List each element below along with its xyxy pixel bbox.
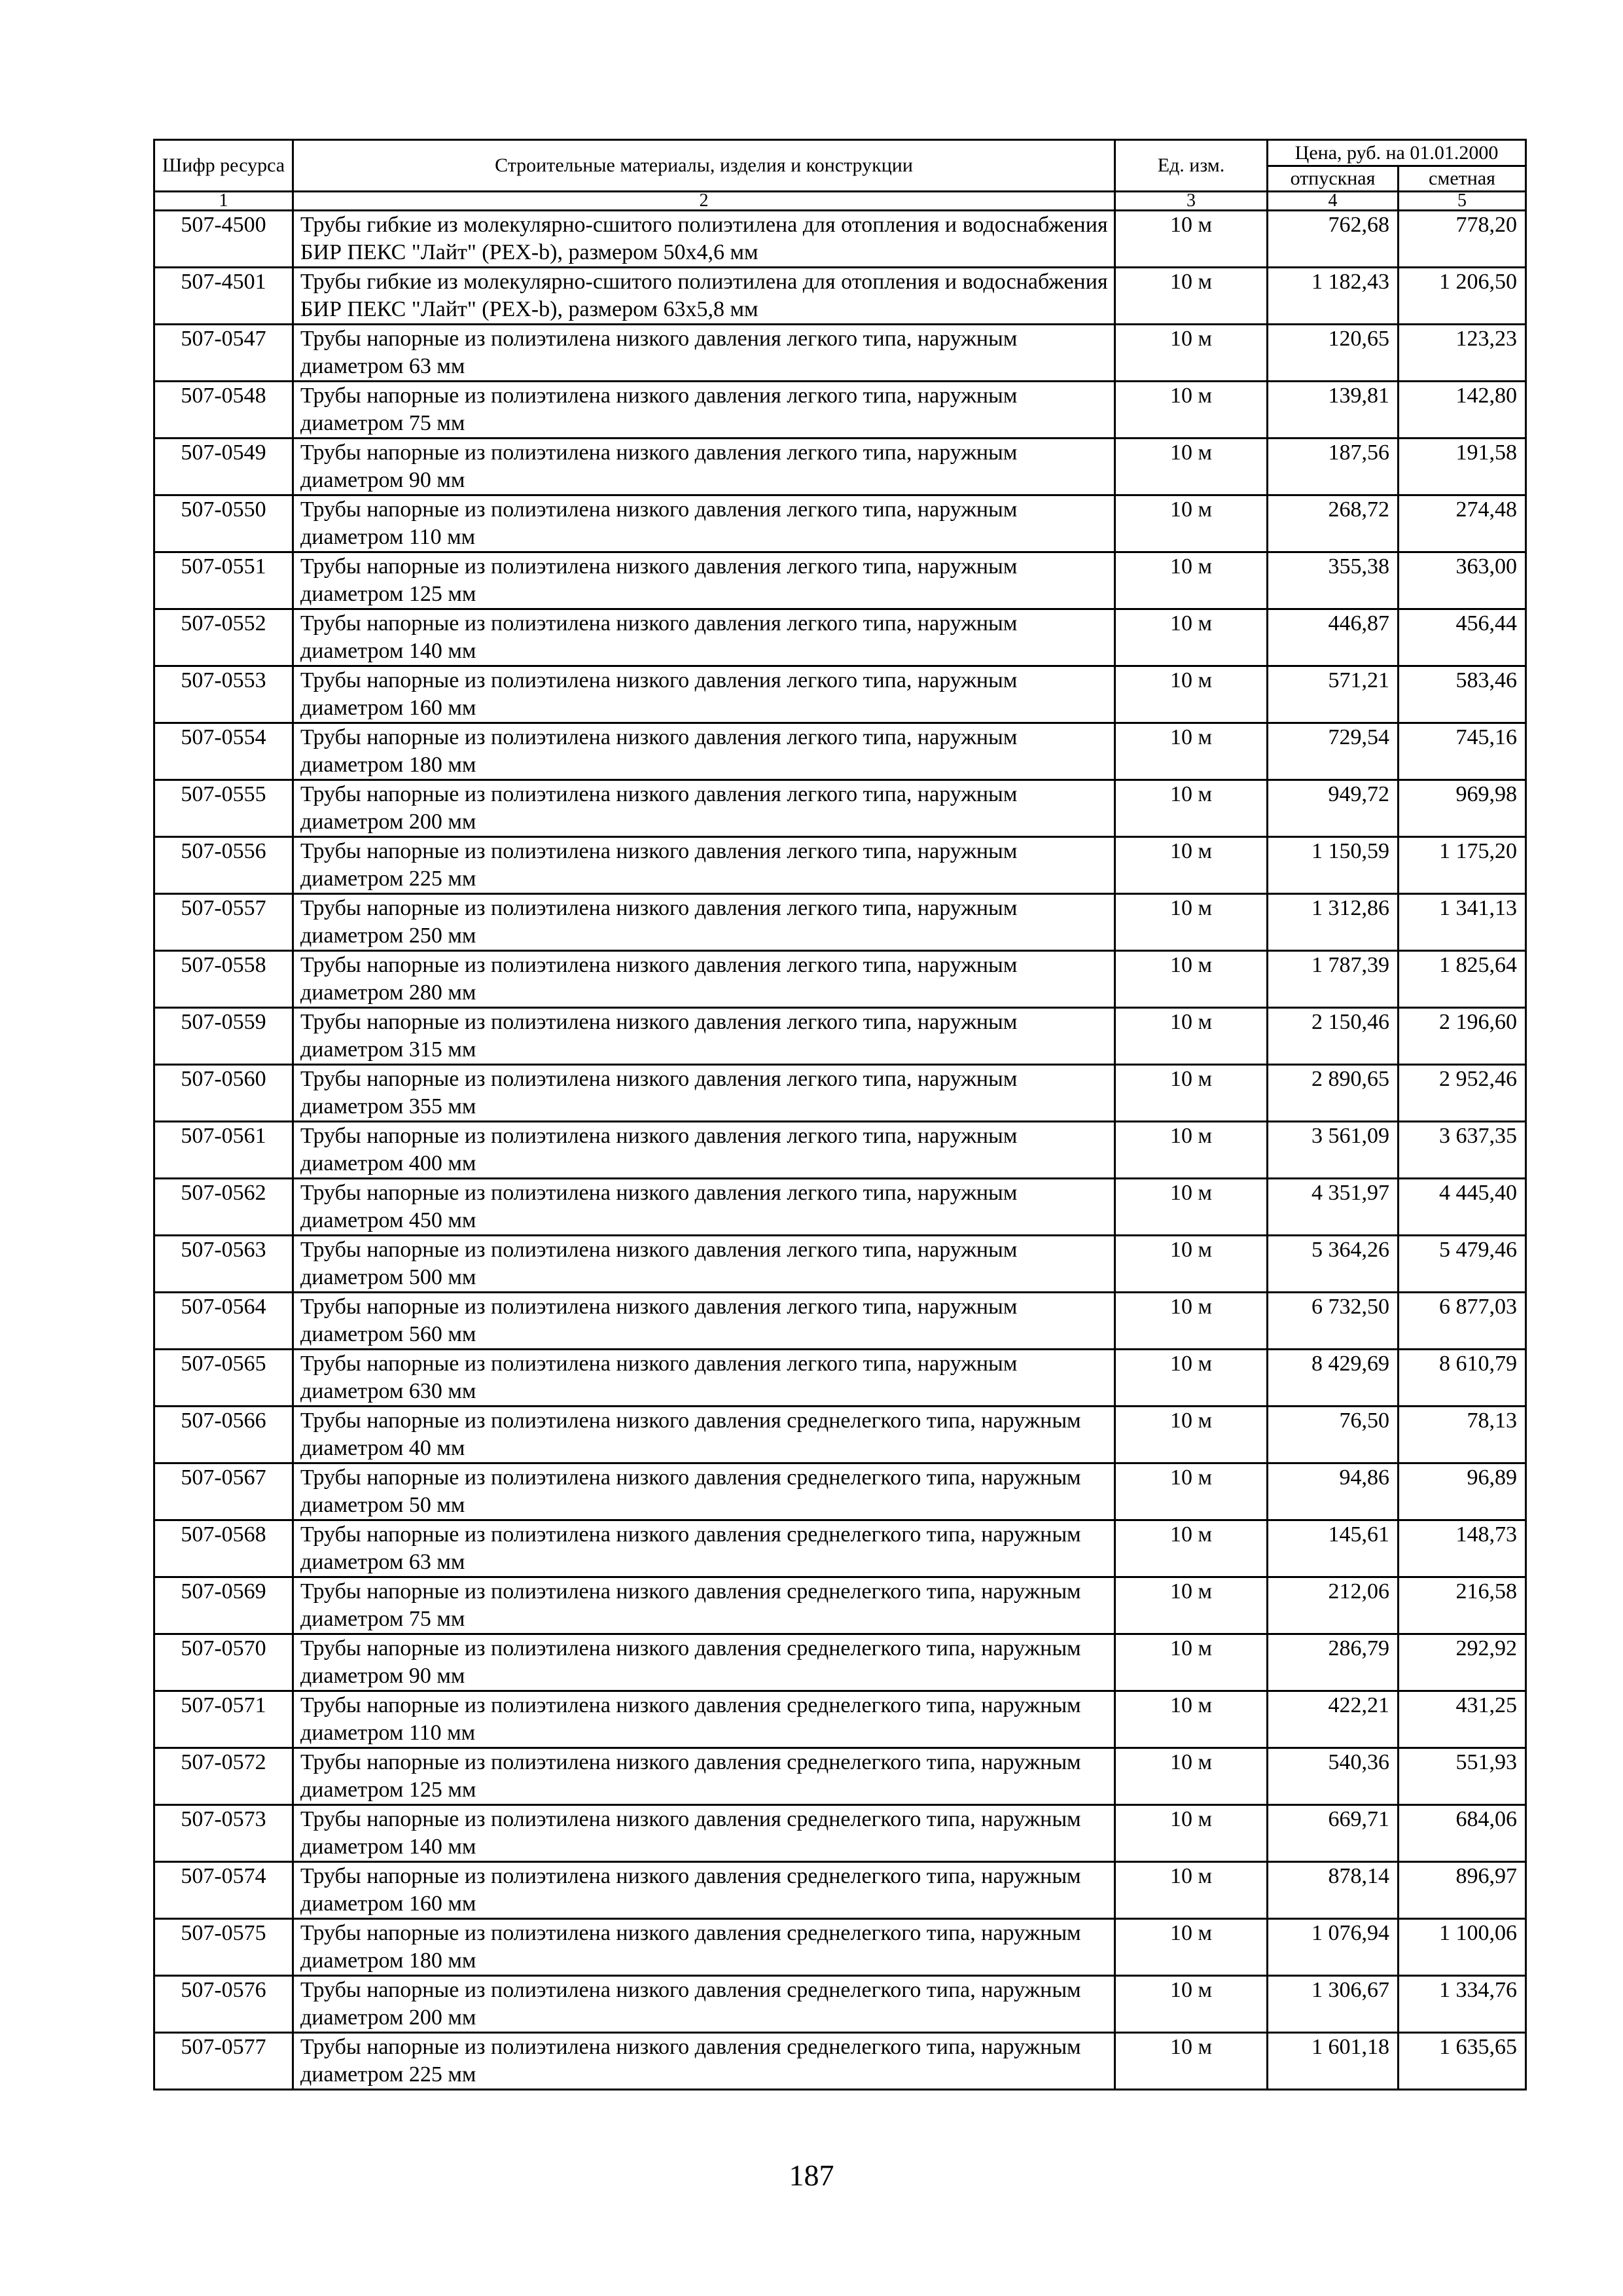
resource-code-cell: 507-0562 (154, 1179, 293, 1236)
estimate-price-cell: 216,58 (1399, 1577, 1526, 1634)
material-name-cell: Трубы напорные из полиэтилена низкого давления легкого типа, наружным диаметром 315 мм (293, 1008, 1115, 1065)
material-name-cell: Трубы напорные из полиэтилена низкого давления среднелегкого типа, наружным диаметром 110 мм (293, 1691, 1115, 1748)
resource-code-cell: 507-0559 (154, 1008, 293, 1065)
unit-cell: 10 м (1115, 951, 1268, 1008)
material-name-cell: Трубы напорные из полиэтилена низкого давления легкого типа, наружным диаметром 63 мм (293, 325, 1115, 382)
table-row (154, 1634, 1526, 1691)
material-name-cell: Трубы напорные из полиэтилена низкого давления среднелегкого типа, наружным диаметром 225 мм (293, 2033, 1115, 2090)
estimate-price-cell: 969,98 (1399, 780, 1526, 837)
material-name-cell: Трубы напорные из полиэтилена низкого давления легкого типа, наружным диаметром 225 мм (293, 837, 1115, 894)
table-row (154, 382, 1526, 439)
resource-code-cell: 507-0571 (154, 1691, 293, 1748)
column-number-row (154, 192, 1526, 211)
material-name-cell: Трубы напорные из полиэтилена низкого давления среднелегкого типа, наружным диаметром 90 мм (293, 1634, 1115, 1691)
resource-code-cell: 507-0547 (154, 325, 293, 382)
unit-cell: 10 м (1115, 1293, 1268, 1350)
estimate-price-cell: 363,00 (1399, 552, 1526, 609)
unit-cell: 10 м (1115, 1236, 1268, 1293)
material-name-cell: Трубы напорные из полиэтилена низкого давления среднелегкого типа, наружным диаметром 140 мм (293, 1805, 1115, 1862)
release-price-cell: 212,06 (1268, 1577, 1399, 1634)
table-row (154, 1407, 1526, 1463)
release-price-cell: 8 429,69 (1268, 1350, 1399, 1407)
material-name-cell: Трубы напорные из полиэтилена низкого давления легкого типа, наружным диаметром 140 мм (293, 609, 1115, 666)
release-price-cell: 729,54 (1268, 723, 1399, 780)
material-name-cell: Трубы напорные из полиэтилена низкого давления среднелегкого типа, наружным диаметром 50 мм (293, 1463, 1115, 1520)
resource-code-cell: 507-0548 (154, 382, 293, 439)
release-price-cell: 268,72 (1268, 495, 1399, 552)
unit-cell: 10 м (1115, 1122, 1268, 1179)
unit-cell: 10 м (1115, 439, 1268, 495)
table-row (154, 495, 1526, 552)
material-name-cell: Трубы напорные из полиэтилена низкого давления легкого типа, наружным диаметром 160 мм (293, 666, 1115, 723)
resource-code-cell: 507-0563 (154, 1236, 293, 1293)
unit-cell: 10 м (1115, 1350, 1268, 1407)
resource-code-cell: 507-4501 (154, 268, 293, 325)
col-number: 4 (1268, 192, 1399, 211)
material-name-cell: Трубы напорные из полиэтилена низкого давления среднелегкого типа, наружным диаметром 160 мм (293, 1862, 1115, 1919)
table-row (154, 609, 1526, 666)
table-row (154, 1463, 1526, 1520)
material-name-cell: Трубы напорные из полиэтилена низкого давления легкого типа, наружным диаметром 250 мм (293, 894, 1115, 951)
release-price-cell: 1 306,67 (1268, 1976, 1399, 2033)
unit-cell: 10 м (1115, 495, 1268, 552)
release-price-cell: 669,71 (1268, 1805, 1399, 1862)
unit-cell: 10 м (1115, 1862, 1268, 1919)
unit-cell: 10 м (1115, 609, 1268, 666)
material-name-cell: Трубы гибкие из молекулярно-сшитого полиэтилена для отопления и водоснабжения БИР ПЕКС "Лайт" (PEX-b), размером 63х5,8 мм (293, 268, 1115, 325)
unit-cell: 10 м (1115, 780, 1268, 837)
header-estimate: сметная (1399, 166, 1526, 192)
table-row (154, 1577, 1526, 1634)
release-price-cell: 1 601,18 (1268, 2033, 1399, 2090)
estimate-price-cell: 1 825,64 (1399, 951, 1526, 1008)
resource-code-cell: 507-0572 (154, 1748, 293, 1805)
estimate-price-cell: 274,48 (1399, 495, 1526, 552)
material-name-cell: Трубы напорные из полиэтилена низкого давления легкого типа, наружным диаметром 125 мм (293, 552, 1115, 609)
release-price-cell: 286,79 (1268, 1634, 1399, 1691)
resource-code-cell: 507-0555 (154, 780, 293, 837)
table-row (154, 1122, 1526, 1179)
unit-cell: 10 м (1115, 1407, 1268, 1463)
unit-cell: 10 м (1115, 1634, 1268, 1691)
release-price-cell: 1 182,43 (1268, 268, 1399, 325)
estimate-price-cell: 896,97 (1399, 1862, 1526, 1919)
material-name-cell: Трубы напорные из полиэтилена низкого давления среднелегкого типа, наружным диаметром 125 мм (293, 1748, 1115, 1805)
table-row (154, 1862, 1526, 1919)
release-price-cell: 878,14 (1268, 1862, 1399, 1919)
table-row (154, 1691, 1526, 1748)
estimate-price-cell: 583,46 (1399, 666, 1526, 723)
release-price-cell: 355,38 (1268, 552, 1399, 609)
release-price-cell: 187,56 (1268, 439, 1399, 495)
header-unit: Ед. изм. (1115, 140, 1268, 192)
release-price-cell: 949,72 (1268, 780, 1399, 837)
table-row (154, 894, 1526, 951)
resource-code-cell: 507-0577 (154, 2033, 293, 2090)
estimate-price-cell: 684,06 (1399, 1805, 1526, 1862)
price-table (153, 139, 1527, 2090)
material-name-cell: Трубы напорные из полиэтилена низкого давления легкого типа, наружным диаметром 355 мм (293, 1065, 1115, 1122)
estimate-price-cell: 142,80 (1399, 382, 1526, 439)
table-row (154, 1350, 1526, 1407)
table-row (154, 552, 1526, 609)
release-price-cell: 5 364,26 (1268, 1236, 1399, 1293)
estimate-price-cell: 123,23 (1399, 325, 1526, 382)
estimate-price-cell: 5 479,46 (1399, 1236, 1526, 1293)
table-row (154, 2033, 1526, 2090)
material-name-cell: Трубы напорные из полиэтилена низкого давления легкого типа, наружным диаметром 280 мм (293, 951, 1115, 1008)
resource-code-cell: 507-4500 (154, 211, 293, 268)
table-row (154, 837, 1526, 894)
table-row (154, 1919, 1526, 1976)
material-name-cell: Трубы напорные из полиэтилена низкого давления среднелегкого типа, наружным диаметром 63 мм (293, 1520, 1115, 1577)
estimate-price-cell: 78,13 (1399, 1407, 1526, 1463)
resource-code-cell: 507-0573 (154, 1805, 293, 1862)
unit-cell: 10 м (1115, 211, 1268, 268)
resource-code-cell: 507-0566 (154, 1407, 293, 1463)
table-row (154, 1179, 1526, 1236)
resource-code-cell: 507-0568 (154, 1520, 293, 1577)
release-price-cell: 446,87 (1268, 609, 1399, 666)
table-row (154, 780, 1526, 837)
table-body (154, 211, 1526, 2090)
resource-code-cell: 507-0558 (154, 951, 293, 1008)
resource-code-cell: 507-0570 (154, 1634, 293, 1691)
material-name-cell: Трубы напорные из полиэтилена низкого давления легкого типа, наружным диаметром 90 мм (293, 439, 1115, 495)
material-name-cell: Трубы напорные из полиэтилена низкого давления легкого типа, наружным диаметром 200 мм (293, 780, 1115, 837)
material-name-cell: Трубы напорные из полиэтилена низкого давления легкого типа, наружным диаметром 630 мм (293, 1350, 1115, 1407)
resource-code-cell: 507-0551 (154, 552, 293, 609)
resource-code-cell: 507-0549 (154, 439, 293, 495)
estimate-price-cell: 1 635,65 (1399, 2033, 1526, 2090)
resource-code-cell: 507-0556 (154, 837, 293, 894)
resource-code-cell: 507-0560 (154, 1065, 293, 1122)
col-number: 3 (1115, 192, 1268, 211)
unit-cell: 10 м (1115, 1463, 1268, 1520)
estimate-price-cell: 1 206,50 (1399, 268, 1526, 325)
estimate-price-cell: 8 610,79 (1399, 1350, 1526, 1407)
release-price-cell: 762,68 (1268, 211, 1399, 268)
unit-cell: 10 м (1115, 1976, 1268, 2033)
release-price-cell: 139,81 (1268, 382, 1399, 439)
release-price-cell: 2 150,46 (1268, 1008, 1399, 1065)
material-name-cell: Трубы напорные из полиэтилена низкого давления легкого типа, наружным диаметром 400 мм (293, 1122, 1115, 1179)
material-name-cell: Трубы напорные из полиэтилена низкого давления легкого типа, наружным диаметром 110 мм (293, 495, 1115, 552)
col-number: 2 (293, 192, 1115, 211)
table-row (154, 1520, 1526, 1577)
resource-code-cell: 507-0565 (154, 1350, 293, 1407)
estimate-price-cell: 456,44 (1399, 609, 1526, 666)
material-name-cell: Трубы напорные из полиэтилена низкого давления среднелегкого типа, наружным диаметром 180 мм (293, 1919, 1115, 1976)
estimate-price-cell: 6 877,03 (1399, 1293, 1526, 1350)
unit-cell: 10 м (1115, 1520, 1268, 1577)
unit-cell: 10 м (1115, 382, 1268, 439)
table-row (154, 211, 1526, 268)
release-price-cell: 571,21 (1268, 666, 1399, 723)
material-name-cell: Трубы напорные из полиэтилена низкого давления среднелегкого типа, наружным диаметром 75 мм (293, 1577, 1115, 1634)
release-price-cell: 1 787,39 (1268, 951, 1399, 1008)
estimate-price-cell: 778,20 (1399, 211, 1526, 268)
estimate-price-cell: 2 952,46 (1399, 1065, 1526, 1122)
table-row (154, 268, 1526, 325)
table-row (154, 1236, 1526, 1293)
resource-code-cell: 507-0567 (154, 1463, 293, 1520)
release-price-cell: 422,21 (1268, 1691, 1399, 1748)
table-row (154, 951, 1526, 1008)
release-price-cell: 145,61 (1268, 1520, 1399, 1577)
estimate-price-cell: 1 100,06 (1399, 1919, 1526, 1976)
release-price-cell: 1 312,86 (1268, 894, 1399, 951)
table-row (154, 1008, 1526, 1065)
table-row (154, 666, 1526, 723)
release-price-cell: 4 351,97 (1268, 1179, 1399, 1236)
material-name-cell: Трубы напорные из полиэтилена низкого давления среднелегкого типа, наружным диаметром 200 мм (293, 1976, 1115, 2033)
header-release: отпускная (1268, 166, 1399, 192)
material-name-cell: Трубы напорные из полиэтилена низкого давления среднелегкого типа, наружным диаметром 40 мм (293, 1407, 1115, 1463)
header-name: Строительные материалы, изделия и конструкции (293, 140, 1115, 192)
unit-cell: 10 м (1115, 268, 1268, 325)
estimate-price-cell: 191,58 (1399, 439, 1526, 495)
col-number: 1 (154, 192, 293, 211)
estimate-price-cell: 96,89 (1399, 1463, 1526, 1520)
material-name-cell: Трубы напорные из полиэтилена низкого давления легкого типа, наружным диаметром 180 мм (293, 723, 1115, 780)
table-row (154, 439, 1526, 495)
estimate-price-cell: 431,25 (1399, 1691, 1526, 1748)
release-price-cell: 540,36 (1268, 1748, 1399, 1805)
resource-code-cell: 507-0550 (154, 495, 293, 552)
release-price-cell: 76,50 (1268, 1407, 1399, 1463)
release-price-cell: 120,65 (1268, 325, 1399, 382)
page-number: 187 (789, 2159, 834, 2192)
header-code: Шифр ресурса (154, 140, 293, 192)
resource-code-cell: 507-0561 (154, 1122, 293, 1179)
table-row (154, 1976, 1526, 2033)
resource-code-cell: 507-0576 (154, 1976, 293, 2033)
unit-cell: 10 м (1115, 325, 1268, 382)
resource-code-cell: 507-0564 (154, 1293, 293, 1350)
unit-cell: 10 м (1115, 1065, 1268, 1122)
release-price-cell: 3 561,09 (1268, 1122, 1399, 1179)
unit-cell: 10 м (1115, 1805, 1268, 1862)
header-price: Цена, руб. на 01.01.2000 (1268, 140, 1526, 166)
estimate-price-cell: 1 334,76 (1399, 1976, 1526, 2033)
unit-cell: 10 м (1115, 1008, 1268, 1065)
material-name-cell: Трубы гибкие из молекулярно-сшитого полиэтилена для отопления и водоснабжения БИР ПЕКС "Лайт" (PEX-b), размером 50х4,6 мм (293, 211, 1115, 268)
resource-code-cell: 507-0569 (154, 1577, 293, 1634)
estimate-price-cell: 148,73 (1399, 1520, 1526, 1577)
unit-cell: 10 м (1115, 1691, 1268, 1748)
unit-cell: 10 м (1115, 1179, 1268, 1236)
estimate-price-cell: 1 341,13 (1399, 894, 1526, 951)
unit-cell: 10 м (1115, 1577, 1268, 1634)
table-row (154, 1805, 1526, 1862)
estimate-price-cell: 1 175,20 (1399, 837, 1526, 894)
resource-code-cell: 507-0554 (154, 723, 293, 780)
release-price-cell: 2 890,65 (1268, 1065, 1399, 1122)
table-row (154, 1748, 1526, 1805)
material-name-cell: Трубы напорные из полиэтилена низкого давления легкого типа, наружным диаметром 500 мм (293, 1236, 1115, 1293)
release-price-cell: 1 076,94 (1268, 1919, 1399, 1976)
table-row (154, 723, 1526, 780)
resource-code-cell: 507-0557 (154, 894, 293, 951)
table-row (154, 1065, 1526, 1122)
material-name-cell: Трубы напорные из полиэтилена низкого давления легкого типа, наружным диаметром 75 мм (293, 382, 1115, 439)
material-name-cell: Трубы напорные из полиэтилена низкого давления легкого типа, наружным диаметром 450 мм (293, 1179, 1115, 1236)
release-price-cell: 94,86 (1268, 1463, 1399, 1520)
estimate-price-cell: 551,93 (1399, 1748, 1526, 1805)
unit-cell: 10 м (1115, 2033, 1268, 2090)
unit-cell: 10 м (1115, 666, 1268, 723)
unit-cell: 10 м (1115, 1919, 1268, 1976)
table-row (154, 325, 1526, 382)
release-price-cell: 1 150,59 (1268, 837, 1399, 894)
col-number: 5 (1399, 192, 1526, 211)
resource-code-cell: 507-0574 (154, 1862, 293, 1919)
estimate-price-cell: 292,92 (1399, 1634, 1526, 1691)
unit-cell: 10 м (1115, 837, 1268, 894)
unit-cell: 10 м (1115, 723, 1268, 780)
estimate-price-cell: 745,16 (1399, 723, 1526, 780)
resource-code-cell: 507-0552 (154, 609, 293, 666)
unit-cell: 10 м (1115, 552, 1268, 609)
release-price-cell: 6 732,50 (1268, 1293, 1399, 1350)
resource-code-cell: 507-0575 (154, 1919, 293, 1976)
unit-cell: 10 м (1115, 1748, 1268, 1805)
estimate-price-cell: 3 637,35 (1399, 1122, 1526, 1179)
material-name-cell: Трубы напорные из полиэтилена низкого давления легкого типа, наружным диаметром 560 мм (293, 1293, 1115, 1350)
resource-code-cell: 507-0553 (154, 666, 293, 723)
estimate-price-cell: 4 445,40 (1399, 1179, 1526, 1236)
table-row (154, 1293, 1526, 1350)
unit-cell: 10 м (1115, 894, 1268, 951)
estimate-price-cell: 2 196,60 (1399, 1008, 1526, 1065)
